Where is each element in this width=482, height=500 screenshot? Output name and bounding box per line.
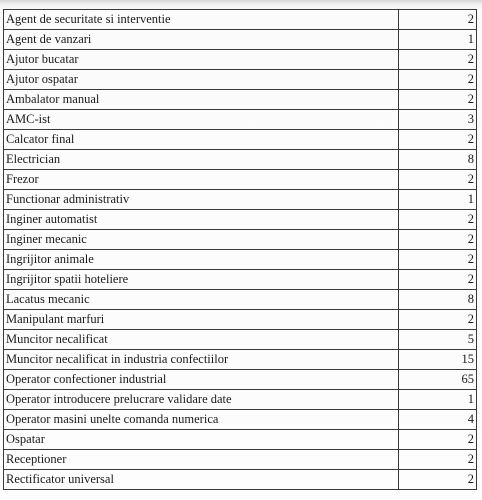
table-row	[4, 310, 477, 330]
table-row	[4, 430, 477, 450]
occupation-cell: Manipulant marfuri	[4, 310, 399, 330]
occupation-cell: Frezor	[4, 170, 399, 190]
table-row	[4, 70, 477, 90]
occupation-cell: Receptioner	[4, 450, 399, 470]
table-row	[4, 50, 477, 70]
table-row	[4, 130, 477, 150]
occupation-cell: Ajutor bucatar	[4, 50, 399, 70]
occupation-cell: Agent de securitate si interventie	[4, 10, 399, 30]
occupation-cell: Operator introducere prelucrare validare date	[4, 390, 399, 410]
occupation-cell: Muncitor necalificat	[4, 330, 399, 350]
table-row	[4, 410, 477, 430]
occupation-cell: Ospatar	[4, 430, 399, 450]
count-cell: 8	[399, 290, 477, 310]
count-cell: 4	[399, 410, 477, 430]
occupation-cell: Ajutor ospatar	[4, 70, 399, 90]
table-row	[4, 350, 477, 370]
count-cell: 2	[399, 470, 477, 490]
occupation-cell: Ambalator manual	[4, 90, 399, 110]
table-row	[4, 250, 477, 270]
occupation-cell: Ingrijitor spatii hoteliere	[4, 270, 399, 290]
table-row	[4, 470, 477, 490]
count-cell: 2	[399, 450, 477, 470]
count-cell: 1	[399, 390, 477, 410]
count-cell: 8	[399, 150, 477, 170]
count-cell: 2	[399, 130, 477, 150]
occupation-cell: Operator confectioner industrial	[4, 370, 399, 390]
table-row	[4, 170, 477, 190]
count-cell: 2	[399, 90, 477, 110]
occupation-cell: Lacatus mecanic	[4, 290, 399, 310]
occupation-cell: Inginer mecanic	[4, 230, 399, 250]
occupation-cell: Electrician	[4, 150, 399, 170]
count-cell: 15	[399, 350, 477, 370]
table-row	[4, 150, 477, 170]
occupation-cell: Inginer automatist	[4, 210, 399, 230]
occupation-cell: Calcator final	[4, 130, 399, 150]
count-cell: 2	[399, 270, 477, 290]
count-cell: 2	[399, 50, 477, 70]
count-cell: 5	[399, 330, 477, 350]
occupations-table	[3, 9, 477, 490]
count-cell: 2	[399, 210, 477, 230]
count-cell: 2	[399, 430, 477, 450]
table-row	[4, 110, 477, 130]
table-row	[4, 450, 477, 470]
table-row	[4, 210, 477, 230]
count-cell: 3	[399, 110, 477, 130]
count-cell: 2	[399, 250, 477, 270]
table-row	[4, 270, 477, 290]
occupation-cell: Rectificator universal	[4, 470, 399, 490]
table-row	[4, 390, 477, 410]
table-row	[4, 330, 477, 350]
count-cell: 1	[399, 190, 477, 210]
count-cell: 65	[399, 370, 477, 390]
count-cell: 2	[399, 310, 477, 330]
occupation-cell: AMC-ist	[4, 110, 399, 130]
table-row	[4, 290, 477, 310]
table-row	[4, 10, 477, 30]
count-cell: 2	[399, 230, 477, 250]
occupation-cell: Muncitor necalificat in industria confectiilor	[4, 350, 399, 370]
occupation-cell: Ingrijitor animale	[4, 250, 399, 270]
table-row	[4, 230, 477, 250]
occupation-cell: Operator masini unelte comanda numerica	[4, 410, 399, 430]
table-body	[4, 10, 477, 490]
occupation-cell: Agent de vanzari	[4, 30, 399, 50]
count-cell: 2	[399, 170, 477, 190]
count-cell: 1	[399, 30, 477, 50]
occupation-cell: Functionar administrativ	[4, 190, 399, 210]
count-cell: 2	[399, 10, 477, 30]
table-row	[4, 190, 477, 210]
table-row	[4, 370, 477, 390]
count-cell: 2	[399, 70, 477, 90]
table-row	[4, 90, 477, 110]
table-row	[4, 30, 477, 50]
